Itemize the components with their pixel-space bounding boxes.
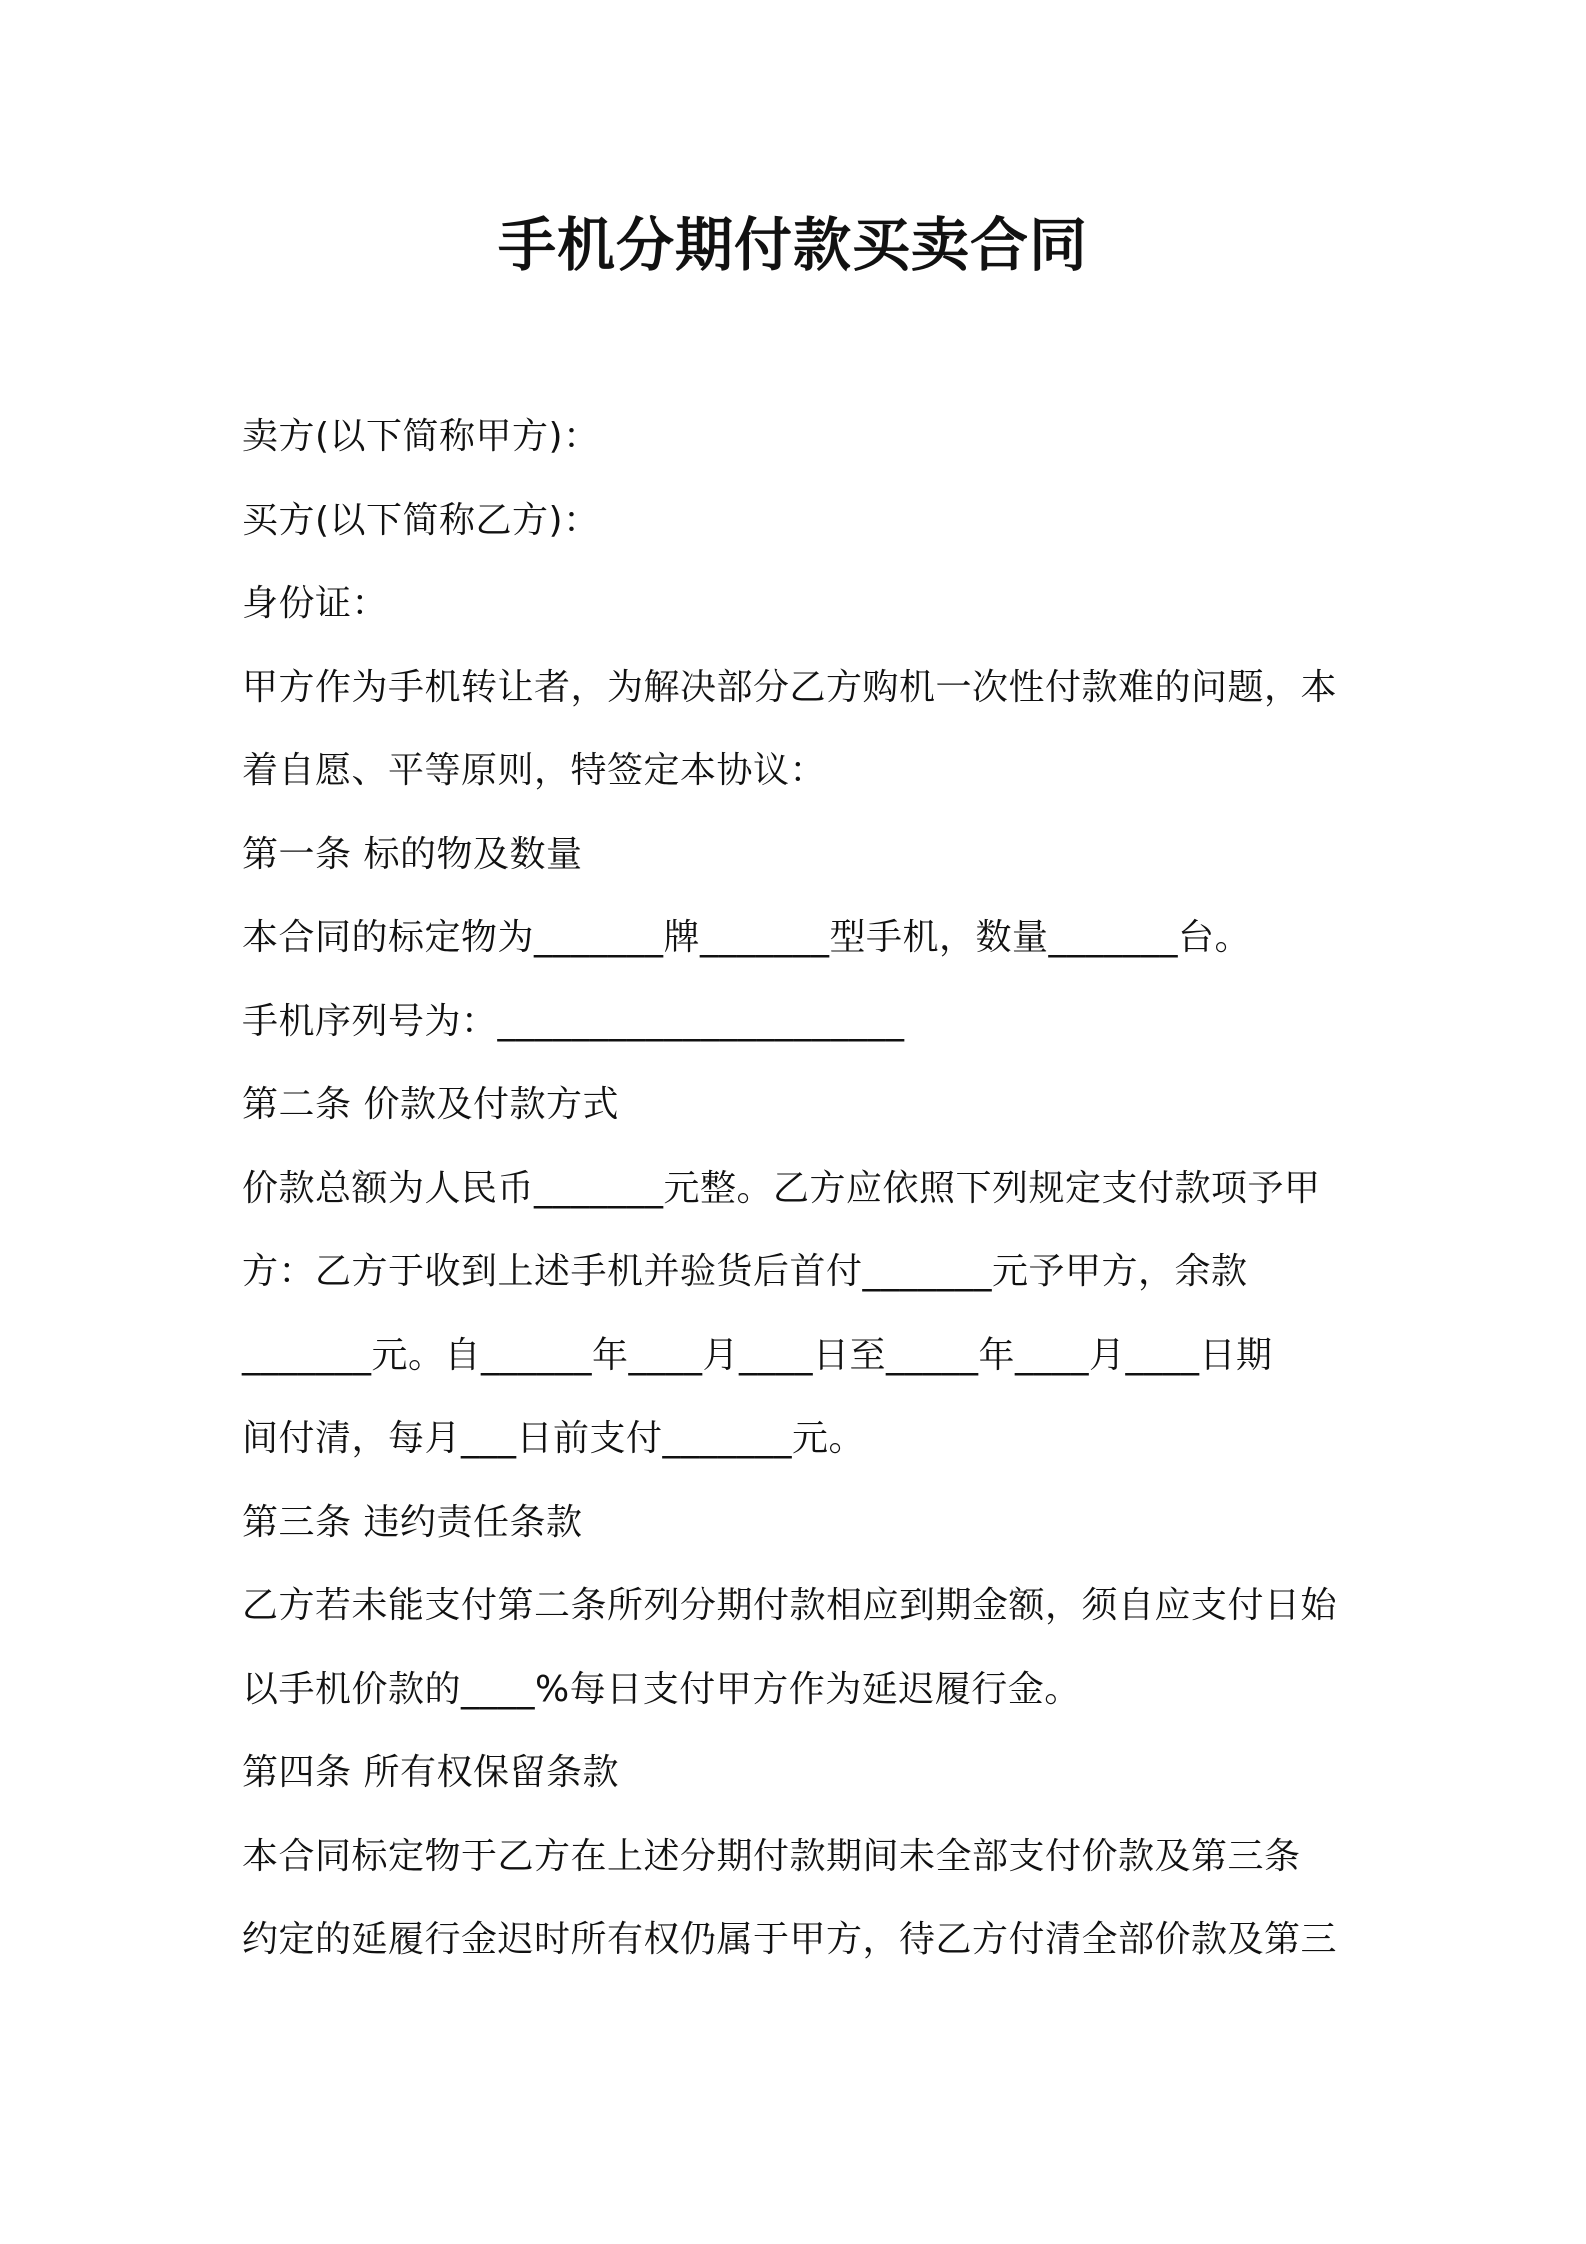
article-2-text-2: 方：乙方于收到上述手机并验货后首付_______元予甲方，余款: [242, 1251, 1248, 1292]
preamble-line-1: 甲方作为手机转让者，为解决部分乙方购机一次性付款难的问题，本: [242, 666, 1338, 708]
document-title: 手机分期付款买卖合同: [497, 211, 1088, 279]
article-2-text-4: 间付清，每月___日前支付_______元。: [242, 1418, 866, 1459]
article-2-text-1: 价款总额为人民币_______元整。乙方应依照下列规定支付款项予甲: [242, 1167, 1321, 1209]
article-3-text-2: 以手机价款的____%每日支付甲方作为延迟履行金。: [242, 1668, 1081, 1710]
article-1-heading: 第一条 标的物及数量: [242, 833, 583, 875]
buyer-line: 买方(以下简称乙方)：: [242, 499, 600, 541]
preamble-line-2: 着自愿、平等原则，特签定本协议：: [242, 750, 827, 791]
article-2-text-3: _______元。自______年____月____日至_____年____月____日期: [242, 1334, 1273, 1376]
article-4-text-1: 本合同标定物于乙方在上述分期付款期间未全部支付价款及第三条: [242, 1835, 1301, 1877]
article-4-heading: 第四条 所有权保留条款: [242, 1752, 619, 1793]
article-3-text-1: 乙方若未能支付第二条所列分期付款相应到期金额，须自应支付日始: [242, 1585, 1338, 1626]
article-1-text-2: 手机序列号为：______________________: [242, 1000, 905, 1042]
seller-line: 卖方(以下简称甲方)：: [242, 416, 600, 457]
article-2-heading: 第二条 价款及付款方式: [242, 1084, 619, 1125]
article-4-text-2: 约定的延履行金迟时所有权仍属于甲方，待乙方付清全部价款及第三: [242, 1919, 1338, 1960]
id-card-line: 身份证：: [242, 583, 389, 624]
article-1-text-1: 本合同的标定物为_______牌_______型手机，数量_______台。: [242, 917, 1252, 958]
article-3-heading: 第三条 违约责任条款: [242, 1501, 583, 1543]
document-body: [242, 395, 1352, 1982]
